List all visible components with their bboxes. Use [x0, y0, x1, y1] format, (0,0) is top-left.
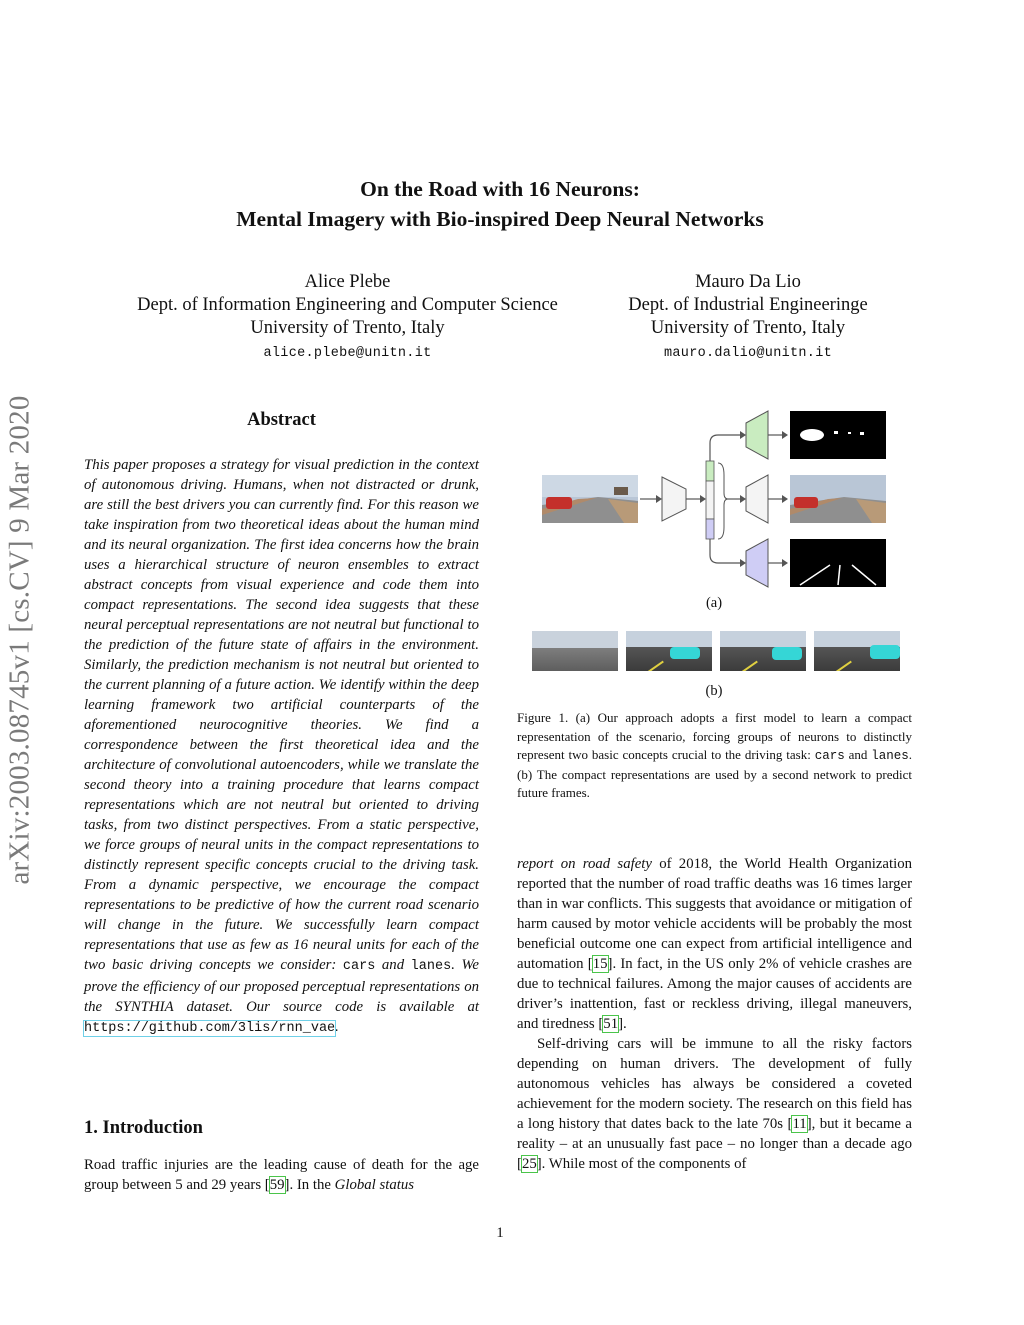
author-dept: Dept. of Industrial Engineeringe: [628, 295, 868, 315]
caption-text-2: . (b) The compact representations are used by a second network to predict future frames.: [517, 747, 913, 800]
output-lanes-mask: [790, 539, 886, 587]
encoder-block: [662, 477, 686, 521]
intro-paragraph: [84, 1155, 479, 1195]
caption-and: and: [848, 747, 868, 762]
citation-link[interactable]: 51: [603, 1016, 619, 1032]
abstract-and: and: [381, 957, 405, 973]
figure-1a-diagram: [538, 405, 898, 595]
code-cars: cars: [342, 959, 376, 974]
report-title: report on road safety: [517, 856, 652, 872]
citation-link[interactable]: 59: [269, 1177, 285, 1193]
figure-label-a: (a): [705, 595, 723, 611]
paragraph-text: ], but it became a reality – at an unusually fast pace – no longer than a decade ago [: [517, 1116, 912, 1172]
author-dept: Dept. of Information Engineering and Computer Science: [137, 295, 558, 315]
paragraph: [517, 854, 912, 1034]
frame-thumbnail: [814, 631, 900, 671]
section-heading: 1. Introduction: [84, 1118, 203, 1138]
author-univ: University of Trento, Italy: [250, 318, 445, 338]
author-name: Mauro Da Lio: [695, 272, 801, 292]
frame-thumbnail: [532, 631, 618, 671]
intro-text-2: ]. In the: [284, 1177, 331, 1193]
paragraph: [517, 1034, 912, 1174]
input-road-image: [542, 475, 638, 523]
decoder-cars: [746, 411, 768, 459]
frame-thumbnail: [720, 631, 806, 671]
abstract-text: This paper proposes a strategy for visual prediction in the context of autonomous driving. Humans, when not distracted or drunk, are still the best drivers you can currently find. For this reason we take inspiration from two theoretical ideas about the human mind and its neural organization. The first idea concerns how the brain uses a hierarchical structure of neuron ensembles to extract abstract concepts from visual experience and code them into compact representations. The second idea suggests that these neural perceptual representations are not neutral but functional to the prediction of the future state of affairs in the environment. Similarly, the prediction mechanism is not neutral but oriented to the current planning of a future action. We identify within the deep learning framework two artificial counterparts of the aforementioned neurocognitive theories. We find a correspondence between the first theoretical idea and the architecture of convolutional autoencoders, while we translate the second theory into a training procedure that learns compact representations which are not neutral but oriented to driving tasks, from two distinct perspectives. From a static perspective, we force groups of neural units in the compact representations to distinctly represent specific concepts crucial to the driving task. From a dynamic perspective, we encourage the compact representations to be predictive of how the current road scenario will change in the future. We successfully learn compact representations that use as few as 16 neural units for each of the two basic driving concepts we consider:: [84, 457, 479, 973]
citation-link[interactable]: 11: [792, 1116, 807, 1132]
abstract-body: [84, 455, 479, 1039]
citation-link[interactable]: 15: [592, 956, 608, 972]
paragraph-text: of 2018, the World Health Organization reported that the number of road traffic deaths was 16 times larger than in war conflicts. This suggests that avoidance or mitigation of harm caused by motor vehicle accidents will be probably the most beneficial outcome one can expect from artificial intelligence and automation [: [517, 856, 912, 972]
intro-italic: Global status: [334, 1177, 415, 1193]
paragraph-text: ].: [618, 1016, 627, 1032]
caption-code-lanes: lanes: [871, 749, 909, 763]
figure-label-b: (b): [705, 683, 723, 699]
intro-text: Road traffic injuries are the leading cause of death for the age group between 5 and 29 years [: [84, 1157, 479, 1193]
abstract-heading: Abstract: [247, 410, 316, 430]
title-line-2: Mental Imagery with Bio-inspired Deep Neural Networks: [236, 207, 764, 231]
citation-link[interactable]: 25: [521, 1156, 537, 1172]
decoder-scene: [746, 475, 768, 523]
abstract-text-2: . We prove the efficiency of our proposed perceptual representations on the SYNTHIA dataset. Our source code is available at: [84, 957, 479, 1015]
caption-code-cars: cars: [814, 749, 845, 763]
code-lanes: lanes: [410, 959, 452, 974]
abstract-period: .: [335, 1019, 339, 1035]
source-code-link[interactable]: https://github.com/3lis/rnn_vae: [84, 1021, 336, 1036]
author-name: Alice Plebe: [304, 272, 391, 292]
figure-caption: [517, 709, 912, 803]
output-cars-mask: [790, 411, 886, 459]
author-email: alice.plebe@unitn.it: [263, 346, 432, 361]
author-block-1: [95, 271, 600, 365]
right-column-text: [517, 854, 912, 1174]
latent-vector: [706, 461, 714, 539]
paper-title: [0, 174, 1000, 234]
arxiv-id: arXiv:2003.08745v1 [cs.CV] 9 Mar 2020: [3, 395, 36, 885]
decoder-lanes: [746, 539, 768, 587]
caption-text: Figure 1. (a) Our approach adopts a first model to learn a compact representation of the scenario, forcing groups of neurons to distinctly represent two basic concepts crucial to the driving task:: [517, 710, 912, 762]
paragraph-text: Self-driving cars will be immune to all the risky factors depending on human drivers. The development of fully autonomous vehicles has always be considered a coveted achievement for the modern society. The research on this field has a long history that dates back to the late 70s [: [517, 1036, 912, 1132]
author-block-2: [598, 271, 898, 365]
author-email: mauro.dalio@unitn.it: [663, 346, 833, 361]
paragraph-text: ]. In fact, in the US only 2% of vehicle crashes are due to technical failures. Among the major causes of accidents are driver’s inattention, fast or reckless driving, illegal maneuvers, and tiredness [: [517, 956, 912, 1032]
paragraph-text: ]. While most of the components of: [536, 1156, 747, 1172]
output-road-image: [790, 475, 886, 523]
title-line-1: On the Road with 16 Neurons:: [360, 177, 640, 201]
frame-thumbnail: [626, 631, 712, 671]
author-univ: University of Trento, Italy: [650, 318, 846, 338]
page-number: 1: [496, 1225, 504, 1241]
